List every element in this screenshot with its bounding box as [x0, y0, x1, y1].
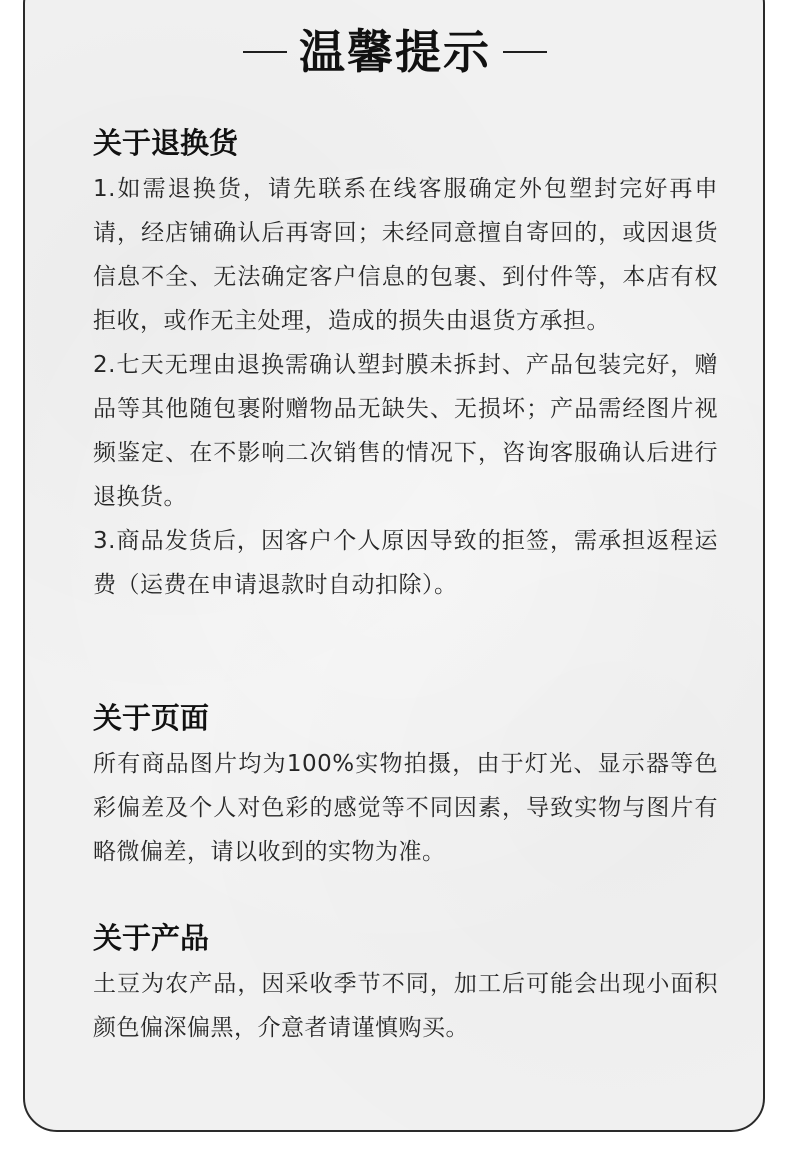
section-heading-product: 关于产品: [93, 921, 210, 955]
notice-title-row: [0, 20, 790, 84]
returns-paragraph-3: 3.商品发货后，因客户个人原因导致的拒签，需承担返程运费（运费在申请退款时自动扣除）。: [93, 528, 718, 598]
product-paragraph-1: 土豆为农产品，因采收季节不同，加工后可能会出现小面积颜色偏深偏黑，介意者请谨慎购买。: [93, 971, 718, 1041]
page-paragraph-1: 所有商品图片均为100%实物拍摄，由于灯光、显示器等色彩偏差及个人对色彩的感觉等不同因素，导致实物与图片有略微偏差，请以收到的实物为准。: [93, 751, 718, 865]
section-page: [93, 698, 718, 874]
title-left-dash: [243, 51, 287, 53]
title-right-dash: [503, 51, 547, 53]
returns-paragraph-1: 1.如需退换货，请先联系在线客服确定外包塑封完好再申请，经店铺确认后再寄回；未经同意擅自寄回的，或因退货信息不全、无法确定客户信息的包裹、到付件等，本店有权拒收，或作无主处理，造成的损失由退货方承担。: [93, 176, 718, 334]
section-heading-returns: 关于退换货: [93, 126, 239, 160]
section-product: [93, 918, 718, 1050]
section-heading-page: 关于页面: [93, 701, 210, 735]
returns-paragraph-2: 2.七天无理由退换需确认塑封膜未拆封、产品包装完好，赠品等其他随包裹附赠物品无缺失、无损坏；产品需经图片视频鉴定、在不影响二次销售的情况下，咨询客服确认后进行退换货。: [93, 352, 718, 510]
page-title: 温馨提示: [299, 25, 491, 79]
section-returns: [93, 123, 718, 607]
